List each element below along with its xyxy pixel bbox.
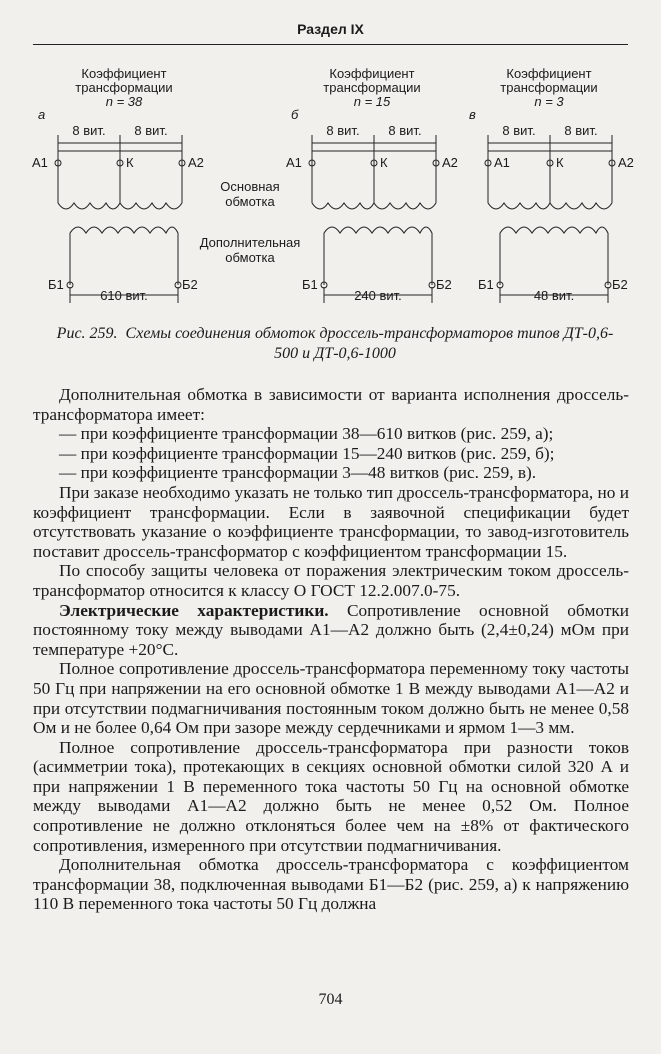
right-turns-a: 8 вит. (134, 123, 168, 138)
left-turns-b: 8 вит. (326, 123, 360, 138)
terminal-k-c: К (556, 155, 564, 170)
paragraph: Полное сопротивление дроссель-трансформатора при разности токов (асимметрии тока), протекающих в секциях основной обмотки силой 320 А и при напряжении 1 В переменного тока частоты 50 Гц на основной обмотке между выводами А1—А2 должно быть не менее 0,52 Ом. Полное сопротивление не должно отклоняться более чем на ±8% от фактического сопротивления, измеренного при отсутствии подмагничивания. (33, 737, 629, 855)
ratio-a: n = 38 (105, 94, 143, 109)
terminal-a1-c: А1 (494, 155, 510, 170)
coef-label-c: Коэффициент (506, 66, 592, 81)
paragraph: Дополнительная обмотка дроссель-трансформатора с коэффициентом трансформации 38, подключенная выводами Б1—Б2 (рис. 259, а) к напряжению 110 В переменного тока частоты 50 Гц должна (33, 855, 629, 914)
left-turns-c: 8 вит. (502, 123, 536, 138)
secondary-turns-a: 610 вит. (100, 288, 148, 303)
extra-winding-label-1: Дополнительная (199, 235, 301, 250)
terminal-b2-a: Б2 (182, 277, 198, 292)
caption-label: Рис. 259. (56, 325, 118, 342)
terminal-a2-c: А2 (618, 155, 634, 170)
terminal-b2-c: Б2 (612, 277, 628, 292)
terminal-k-b: К (380, 155, 388, 170)
panel-b (286, 66, 458, 303)
header-rule (33, 44, 628, 45)
paragraph: При заказе необходимо указать не только тип дроссель-трансформатора, но и коэффициент трансформации. Если в заявочной спецификации будет отсутствовать указание о коэффициенте трансформации, то завод-изготовитель поставит дроссель-трансформатор с коэффициентом трансформации 15. (33, 482, 629, 561)
extra-winding-label-2: обмотка (225, 250, 275, 265)
panel-letter-b: б (291, 107, 299, 122)
coef-label-b: Коэффициент (329, 66, 415, 81)
secondary-turns-b: 240 вит. (354, 288, 402, 303)
coef-label2-c: трансформации (500, 80, 598, 95)
paragraph: Полное сопротивление дроссель-трансформатора переменному току частоты 50 Гц при напряжении на его основной обмотке 1 В между выводами А1—А2 и при отсутствии подмагничивания постоянным током должно быть не менее 0,58 Ом и не более 0,64 Ом при зазоре между сердечниками и ярмом 1—3 мм. (33, 659, 629, 738)
panel-c (469, 66, 634, 303)
panel-a (32, 66, 204, 303)
paragraph (33, 601, 629, 660)
terminal-b1-b: Б1 (302, 277, 318, 292)
terminal-k-a: К (126, 155, 134, 170)
paragraph: По способу защиты человека от поражения электрическим током дроссель-трансформатор относится к классу О ГОСТ 12.2.007.0-75. (33, 561, 629, 600)
coef-label2-a: трансформации (75, 80, 173, 95)
secondary-turns-c: 48 вит. (533, 288, 575, 303)
left-turns-a: 8 вит. (72, 123, 106, 138)
figure-caption (45, 324, 625, 364)
winding-diagrams (0, 55, 661, 315)
terminal-b2-b: Б2 (436, 277, 452, 292)
main-winding-label-1: Основная (220, 179, 280, 194)
list-item: — при коэффициенте трансформации 3—48 витков (рис. 259, в). (59, 463, 537, 483)
list-item: — при коэффициенте трансформации 15—240 витков (рис. 259, б); (59, 443, 555, 463)
right-turns-c: 8 вит. (564, 123, 598, 138)
terminal-a2-b: А2 (442, 155, 458, 170)
terminal-a2-a: А2 (188, 155, 204, 170)
coef-label-a: Коэффициент (81, 66, 167, 81)
panel-letter-a: а (38, 107, 46, 122)
paragraph: Дополнительная обмотка в зависимости от варианта исполнения дроссель-трансформатора имеет: (33, 385, 629, 424)
terminal-a1-a: А1 (32, 155, 48, 170)
coef-label2-b: трансформации (323, 80, 421, 95)
page-number: 704 (318, 991, 343, 1008)
figure-259 (0, 55, 661, 315)
terminal-a1-b: А1 (286, 155, 302, 170)
panel-letter-c: в (469, 107, 476, 122)
terminal-b1-c: Б1 (478, 277, 494, 292)
body-text (33, 385, 629, 914)
caption-text: Схемы соединения обмоток дроссель-трансформаторов типов ДТ-0,6-500 и ДТ-0,6-1000 (125, 325, 614, 362)
paragraph-text: Сопротивление основной обмотки постоянному току между выводами А1—А2 должно быть (2,4±0,24) мОм при температуре +20°С. (33, 600, 630, 659)
running-header: Раздел IX (297, 21, 364, 37)
main-winding-label-2: обмотка (225, 194, 275, 209)
ratio-c: n = 3 (534, 94, 564, 109)
ratio-b: n = 15 (353, 94, 391, 109)
list-item: — при коэффициенте трансформации 38—610 витков (рис. 259, а); (59, 424, 554, 444)
section-heading: Электрические характеристики. (59, 600, 329, 620)
terminal-b1-a: Б1 (48, 277, 64, 292)
right-turns-b: 8 вит. (388, 123, 422, 138)
